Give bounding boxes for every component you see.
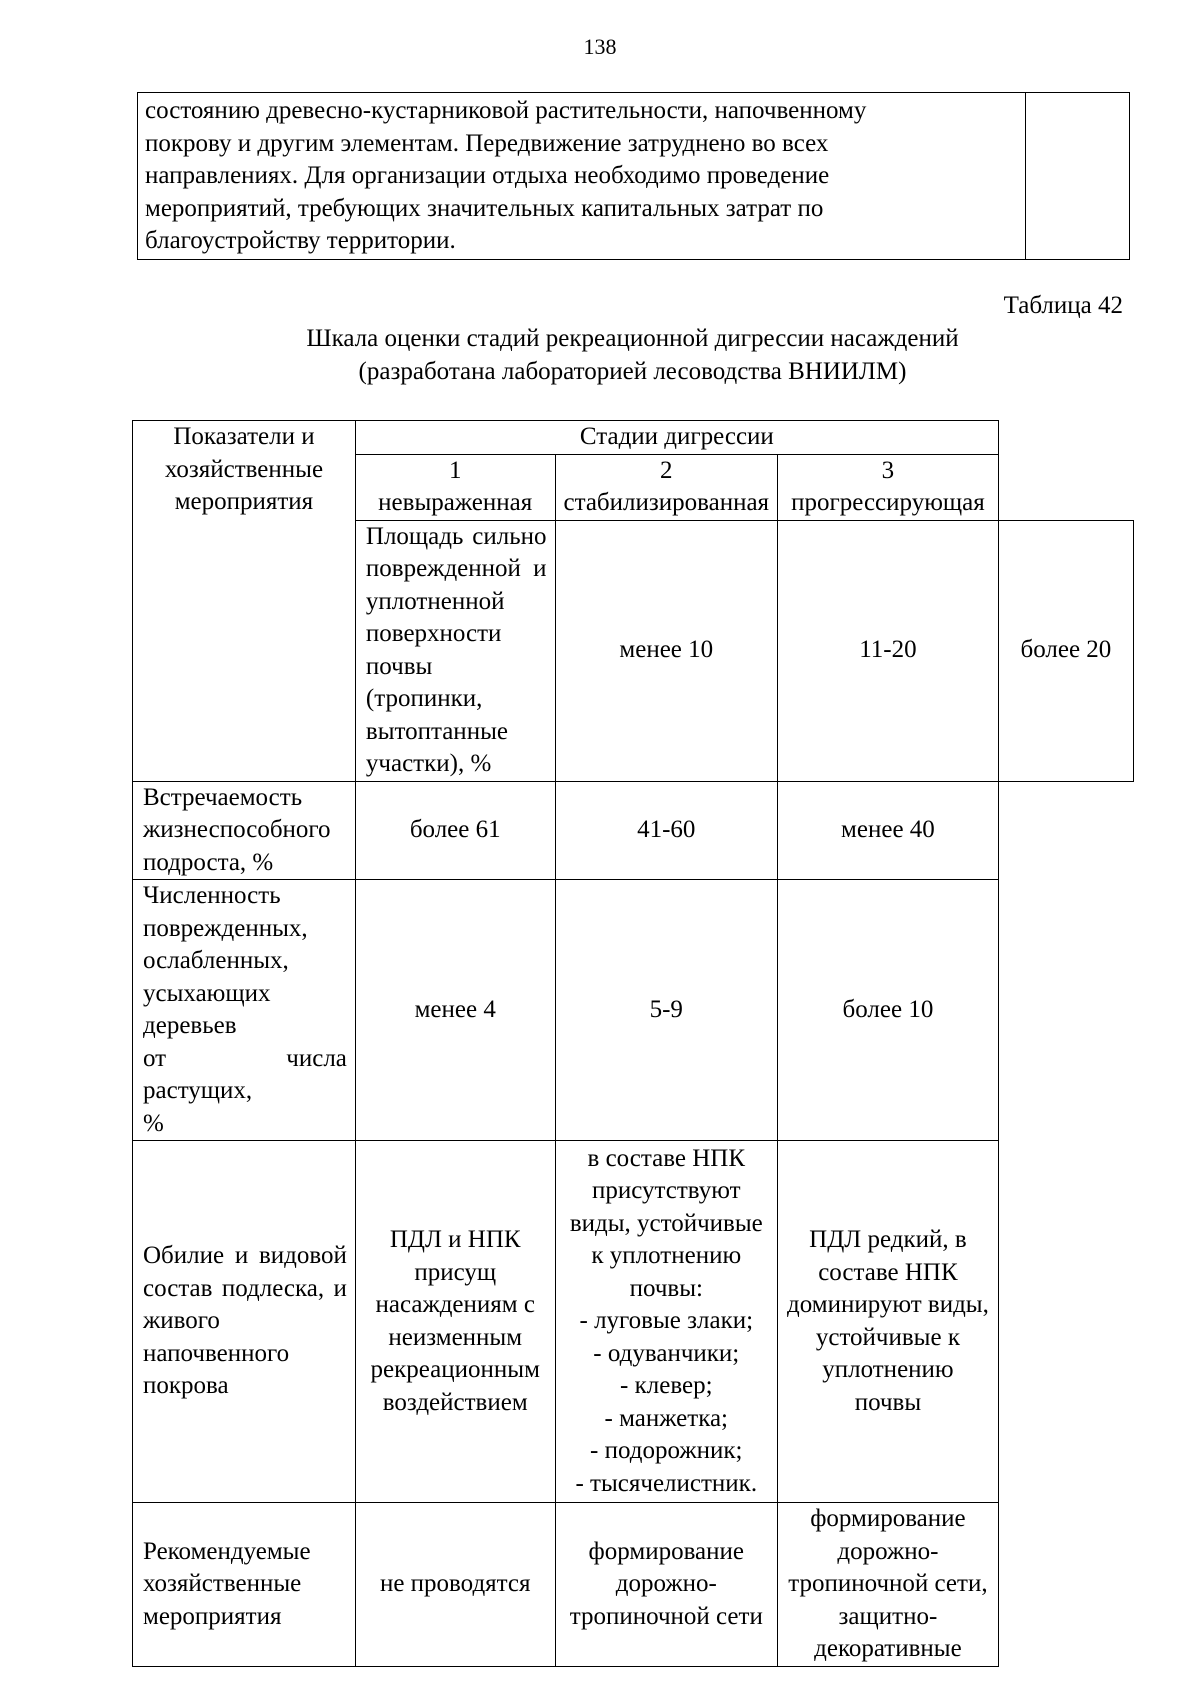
continuation-empty-cell <box>1025 93 1129 260</box>
indicator-line: хозяйственные <box>143 1570 302 1597</box>
indicator-line: подроста, % <box>143 848 274 876</box>
value-line: воздействием <box>382 1388 528 1416</box>
stage-1-value <box>355 781 555 880</box>
indicator-line: поверхности почвы <box>365 620 502 680</box>
value-line: защитно- <box>838 1602 938 1630</box>
value-line: ПДЛ редкий, в <box>809 1226 967 1253</box>
indicator-line: состав подлеска, и <box>143 1274 347 1302</box>
indicator-line: поврежденной и <box>365 555 547 582</box>
stage-2-value <box>555 781 778 880</box>
value-line: - манжетка; <box>604 1404 729 1432</box>
stage-name: прогрессирующая <box>791 489 985 516</box>
value-line: менее 40 <box>841 816 935 843</box>
value-line: устойчивые к <box>815 1323 960 1351</box>
digression-scale-table <box>132 420 1134 1667</box>
value-line: 11-20 <box>859 636 917 664</box>
value-line: менее 10 <box>619 636 714 664</box>
value-line: - тысячелистник. <box>575 1469 758 1497</box>
value-line: 5-9 <box>649 995 683 1023</box>
value-line: дорожно- <box>615 1570 717 1597</box>
table-row <box>133 880 1134 1141</box>
value-line: более 10 <box>842 995 934 1023</box>
indicator-line: Численность <box>143 882 281 909</box>
indicator-line: % <box>143 1109 164 1137</box>
value-line: более 20 <box>1020 636 1112 664</box>
header-indicator-cell <box>133 421 356 782</box>
indicator-line: уплотненной <box>365 587 505 615</box>
value-line: к уплотнению <box>591 1242 742 1270</box>
continuation-line: направлениях. Для организации отдыха необходимо проведение <box>145 162 830 189</box>
stage-3-value <box>778 1141 999 1503</box>
stage-2-value <box>555 1503 778 1667</box>
indicator-cell <box>133 1503 356 1667</box>
stage-name: невыраженная <box>378 489 533 516</box>
value-line: тропиночной сети <box>569 1602 763 1630</box>
stage-1-value <box>355 1141 555 1503</box>
indicator-line: вытоптанные <box>365 717 508 745</box>
indicator-line: живого <box>143 1307 220 1335</box>
stage-3-value <box>778 1503 999 1667</box>
value-line: составе НПК <box>818 1258 958 1286</box>
stage-1-value <box>555 520 778 781</box>
indicator-line: покрова <box>143 1372 229 1400</box>
value-line: менее 4 <box>414 995 496 1023</box>
stage-number: 3 <box>881 456 895 484</box>
continuation-line: мероприятий, требующих значительных капитальных затрат по <box>145 194 824 222</box>
table-number: Таблица 42 <box>1003 292 1123 319</box>
table-row <box>138 93 1130 260</box>
indicator-line: Площадь сильно <box>365 522 547 550</box>
indicator-line: усыхающих деревьев <box>143 979 271 1039</box>
stage-2-value <box>555 1141 778 1503</box>
stage-3-value <box>778 880 999 1141</box>
table-subtitle: (разработана лабораторией лесоводства ВНИИЛМ) <box>358 358 907 385</box>
indicator-line: Встречаемость <box>143 783 303 811</box>
header-row <box>133 421 1134 455</box>
value-line: тропиночной сети, <box>788 1570 988 1597</box>
header-stage-2 <box>555 454 778 520</box>
stage-3-value <box>998 520 1133 781</box>
indicator-line: Рекомендуемые <box>143 1537 311 1565</box>
page-number: 138 <box>583 34 617 59</box>
table-title: Шкала оценки стадий рекреационной дигрессии насаждений <box>306 325 959 352</box>
continuation-table <box>137 92 1130 260</box>
indicator-line: участки), % <box>365 750 492 777</box>
stage-2-value <box>778 520 999 781</box>
continuation-line: состоянию древесно-кустарниковой растительности, напочвенному <box>145 97 867 124</box>
indicator-line: мероприятия <box>143 1602 282 1630</box>
value-line: формирование <box>810 1505 966 1532</box>
header-indicator-line: хозяйственные <box>164 455 324 483</box>
header-stages-title: Стадии дигрессии <box>355 421 998 455</box>
indicator-line: поврежденных, <box>143 914 308 942</box>
value-line: в составе НПК <box>587 1144 746 1172</box>
value-line: виды, устойчивые <box>569 1209 763 1237</box>
header-stage-1 <box>355 454 555 520</box>
value-line: дорожно- <box>837 1537 939 1565</box>
value-line: - одуванчики; <box>593 1339 740 1367</box>
table-row <box>133 1503 1134 1667</box>
value-line: декоративные <box>814 1635 962 1662</box>
value-line: насаждениям с <box>375 1291 535 1318</box>
value-line: - подорожник; <box>590 1437 743 1465</box>
stage-name: стабилизированная <box>563 489 770 516</box>
value-line: - клевер; <box>620 1372 713 1400</box>
value-line: неизменным <box>388 1323 523 1351</box>
stage-1-value <box>355 880 555 1141</box>
value-line: - луговые злаки; <box>579 1307 754 1335</box>
indicator-line: напочвенного <box>143 1339 290 1367</box>
indicator-line: жизнеспособного <box>143 816 331 843</box>
stage-number: 1 <box>448 456 462 484</box>
indicator-line: Обилие и видовой <box>143 1242 347 1270</box>
continuation-line: покрову и другим элементам. Передвижение затруднено во всех <box>145 129 829 157</box>
value-line: 41-60 <box>637 816 696 843</box>
table-row <box>133 1141 1134 1503</box>
continuation-text-cell <box>138 93 1026 260</box>
value-line: доминируют виды, <box>787 1291 989 1318</box>
indicator-line: ослабленных, <box>143 947 289 974</box>
indicator-line: от числа растущих, <box>143 1044 347 1104</box>
value-line: уплотнению <box>822 1356 954 1383</box>
value-line: присутствуют <box>592 1177 741 1205</box>
stage-3-value <box>778 781 999 880</box>
header-indicator-line: мероприятия <box>174 488 314 515</box>
header-stage-3 <box>778 454 999 520</box>
indicator-line: (тропинки, <box>365 685 483 712</box>
value-line: почвы <box>854 1388 922 1416</box>
value-line: формирование <box>588 1537 744 1565</box>
stage-2-value <box>555 880 778 1141</box>
value-line: не проводятся <box>379 1570 531 1597</box>
indicator-cell <box>133 1141 356 1503</box>
continuation-line: благоустройству территории. <box>145 227 456 254</box>
indicator-cell <box>355 520 555 781</box>
stage-number: 2 <box>660 456 673 484</box>
value-line: присущ <box>414 1258 497 1286</box>
stage-1-value <box>355 1503 555 1667</box>
indicator-cell <box>133 880 356 1141</box>
value-line: ПДЛ и НПК <box>389 1226 521 1253</box>
value-line: рекреационным <box>370 1356 540 1383</box>
value-line: почвы: <box>629 1274 703 1302</box>
value-line: более 61 <box>409 816 501 843</box>
table-row <box>133 781 1134 880</box>
indicator-cell <box>133 781 356 880</box>
header-indicator-line: Показатели и <box>173 423 315 450</box>
